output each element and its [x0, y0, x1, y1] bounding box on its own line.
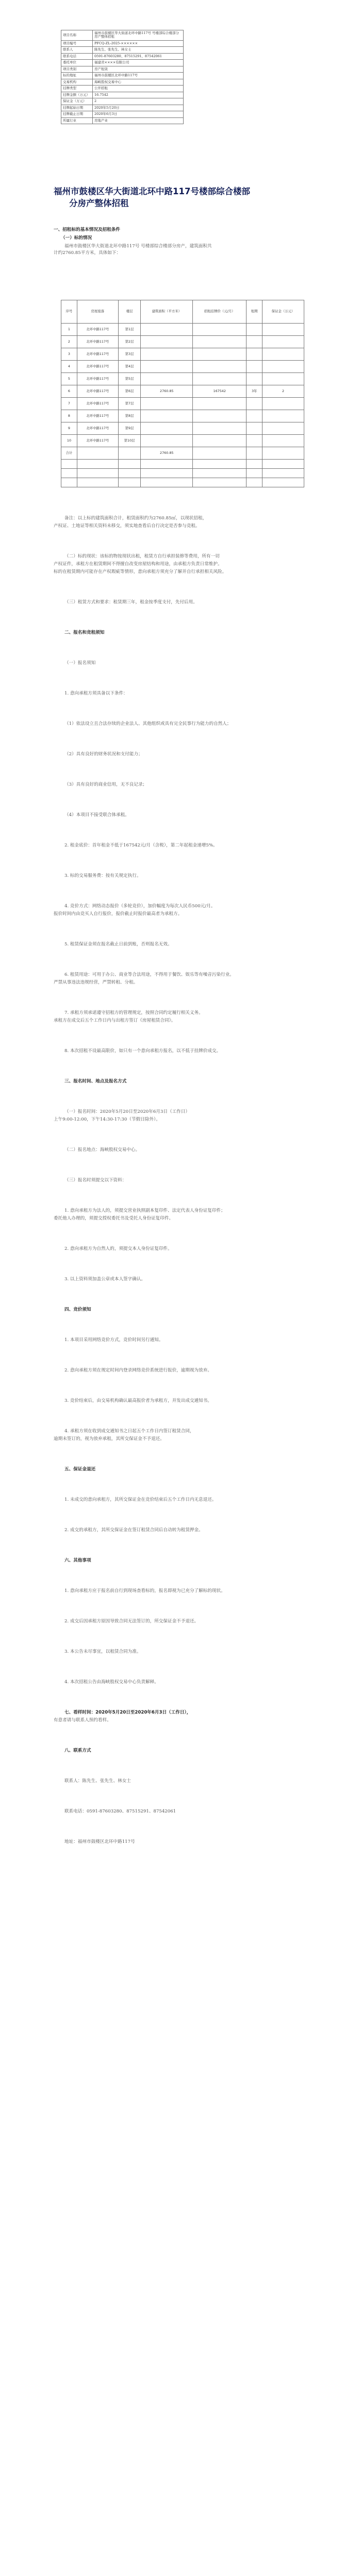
paragraph-line: 3. 标的交易服务费：按有关规定执行。	[64, 873, 141, 878]
paragraph-line: 五、保证金退还	[64, 1467, 96, 1472]
page-title	[54, 185, 311, 209]
meta-label: 委托单位	[61, 60, 93, 66]
paragraph-line: 4. 本次招租公告由海峡股权交易中心负责解释。	[64, 1680, 159, 1685]
meta-label: 项目类别	[61, 66, 93, 72]
table-cell	[247, 447, 262, 460]
paragraph-line: 2. 意向承租方为自然人的，须提交本人身份证复印件。	[64, 1246, 172, 1251]
paragraph-line: 3. 以上资料须加盖公章或本人签字确认。	[64, 1277, 146, 1282]
title-line-2: 分房产整体招租	[69, 198, 129, 208]
table-cell: 第4层	[118, 361, 141, 373]
meta-value: 2	[93, 98, 184, 105]
table-row-blank	[61, 478, 304, 487]
paragraph-line: 产权证、土地证等相关资料未移交，须实地查看后自行决定是否参与竞租。	[54, 523, 200, 529]
table-cell	[247, 435, 262, 447]
table-cell: 第7层	[118, 398, 141, 410]
paragraph-line: 1. 未成交的意向承租方，其所交保证金在竞价结束后五个工作日内无息退还。	[64, 1497, 217, 1502]
subsection-heading: （一）标的情况	[61, 235, 92, 241]
table-cell: 保证金（万元）	[262, 300, 304, 324]
paragraph-line: 联系电话：0591-87603280、87515291、87542061	[64, 1809, 176, 1814]
table-cell	[262, 422, 304, 435]
paragraph-line: 严禁从事违法违规经营，严禁转租、分租。	[54, 980, 138, 985]
table-cell: 3	[61, 348, 77, 361]
table-cell: 北环中路117号	[77, 422, 118, 435]
table-cell	[247, 410, 262, 422]
paragraph-line: 报价时间内由竞买人自行报价，报价截止时报价最高者为承租方。	[54, 911, 183, 917]
object-table	[61, 300, 304, 487]
table-row	[61, 435, 304, 447]
table-cell: 序号	[61, 300, 77, 324]
meta-value: 2020年6月3日	[93, 111, 184, 117]
meta-label: 挂牌起始日期	[61, 105, 93, 111]
paragraph-line: 7. 承租方须承诺遵守招租方的管理规定，按照合同约定履行相关义务。	[64, 1010, 203, 1015]
table-cell	[141, 410, 193, 422]
meta-label: 标的地址	[61, 73, 93, 79]
paragraph-line: 4. 竞价方式：网络动态报价（多轮竞价），加价幅度为每次人民币500元/月。	[64, 904, 216, 909]
table-cell	[193, 410, 247, 422]
meta-row	[61, 111, 184, 117]
table-cell	[141, 398, 193, 410]
paragraph-line: 2. 意向承租方须在规定时间内登录网络竞价系统进行报价，逾期视为放弃。	[64, 1368, 212, 1373]
meta-label: 交易机构	[61, 79, 93, 85]
table-row	[61, 361, 304, 373]
table-cell: 北环中路117号	[77, 361, 118, 373]
paragraph-line: 8. 本次招租不设最高限价，如只有一个意向承租方报名，以不低于挂牌价成交。	[64, 1048, 221, 1054]
table-cell: 8	[61, 410, 77, 422]
intro-paragraph: 福州市鼓楼区华大街道北环中路117号 号楼部综合楼部分房产，建筑面积共	[64, 244, 212, 249]
table-cell: 第2层	[118, 336, 141, 348]
table-cell	[118, 447, 141, 460]
paragraph-line: 5. 租赁保证金须在报名截止日前到账，否则报名无效。	[64, 942, 172, 947]
paragraph-line: （一）报名须知	[64, 660, 96, 666]
meta-label: 挂牌截止日期	[61, 111, 93, 117]
meta-value: 海峡股权交易中心	[93, 79, 184, 85]
paragraph-line: （二）标的现状：该标的物按现状出租，租赁方自行承担装修等费用，所有一切	[64, 554, 220, 559]
meta-row	[61, 30, 184, 41]
table-cell	[141, 348, 193, 361]
paragraph-line: 6. 租赁用途：可用于办公、商业等合法用途，不得用于餐饮、娱乐等有噪音污染行业。	[64, 972, 234, 977]
meta-row	[61, 79, 184, 85]
paragraph-line: 3. 竞价结束后，由交易机构确认最高报价者为承租方，并发出成交通知书。	[64, 1398, 212, 1403]
paragraph-line: 2. 成交的承租方，其所交保证金在签订租赁合同后自动转为租赁押金。	[64, 1528, 203, 1533]
table-cell	[262, 336, 304, 348]
meta-label: 保证金（万元）	[61, 98, 93, 105]
table-cell: 10	[61, 435, 77, 447]
paragraph-line: 八、联系方式	[64, 1748, 91, 1753]
paragraph-line: 六、其他事项	[64, 1558, 91, 1563]
table-cell	[262, 324, 304, 336]
meta-label: 项目编号	[61, 40, 93, 46]
paragraph-line: 联系人：陈先生、张先生、林女士	[64, 1778, 131, 1784]
table-cell: 第1层	[118, 324, 141, 336]
meta-row	[61, 53, 184, 59]
paragraph-line: 备注：以上标的建筑面积合计，租赁面积约为2760.85㎡，以现状招租，	[64, 516, 207, 521]
table-row	[61, 324, 304, 336]
meta-value: 福建省××××有限公司	[93, 60, 184, 66]
table-cell	[141, 324, 193, 336]
table-cell: 5	[61, 373, 77, 385]
table-cell: 2760.85	[141, 447, 193, 460]
table-cell: 第8层	[118, 410, 141, 422]
paragraph-line: 逾期未签订的，视为放弃承租，其所交保证金不予退还。	[54, 1436, 165, 1442]
paragraph-line: （2）具有良好的财务状况和支付能力；	[64, 752, 143, 757]
paragraph-line: 3. 本公告未尽事宜，以租赁合同为准。	[64, 1649, 141, 1654]
table-cell	[193, 435, 247, 447]
table-row	[61, 410, 304, 422]
paragraph-line: 上午9:00-12:00，下午14:30-17:30（节假日除外）。	[54, 1117, 160, 1122]
paragraph-line: （一）报名时间：2020年5月20日至2020年6月3日（工作日）	[64, 1109, 190, 1114]
table-cell: 第5层	[118, 373, 141, 385]
table-cell: 北环中路117号	[77, 435, 118, 447]
meta-row	[61, 98, 184, 105]
table-row	[61, 385, 304, 398]
paragraph-line: （1）依法设立且合法存续的企业法人、其他组织或具有完全民事行为能力的自然人；	[64, 721, 232, 726]
paragraph-line: 1. 意向承租方须具备以下条件：	[64, 691, 128, 696]
table-cell	[193, 398, 247, 410]
table-cell: 1	[61, 324, 77, 336]
paragraph-line: （4）本项目不接受联合体承租。	[64, 812, 129, 818]
table-cell	[193, 336, 247, 348]
meta-value: 0591-87603280、87515291、87542061	[93, 53, 184, 59]
meta-label: 项目名称	[61, 30, 93, 41]
paragraph-line: 4. 承租方须在收到成交通知书之日起五个工作日内签订租赁合同，	[64, 1429, 194, 1434]
table-cell: 合计	[61, 447, 77, 460]
paragraph-line: 地址：福州市鼓楼区北环中路117号	[64, 1839, 135, 1844]
project-info-table	[61, 30, 184, 124]
table-cell	[141, 373, 193, 385]
table-cell: 北环中路117号	[77, 324, 118, 336]
table-cell: 第9层	[118, 422, 141, 435]
table-cell: 北环中路117号	[77, 336, 118, 348]
table-cell	[193, 324, 247, 336]
meta-row	[61, 92, 184, 98]
table-cell	[262, 435, 304, 447]
paragraph-line: （二）报名地点：海峡股权交易中心。	[64, 1147, 140, 1153]
meta-label: 所属行业	[61, 117, 93, 124]
table-cell: 167542	[193, 385, 247, 398]
meta-row	[61, 105, 184, 111]
meta-value: 福州市鼓楼区北环中路117号	[93, 73, 184, 79]
table-cell: 北环中路117号	[77, 348, 118, 361]
table-cell	[262, 410, 304, 422]
paragraph-line: 三、报名时间、地点及报名方式	[64, 1079, 127, 1084]
table-cell	[247, 398, 262, 410]
table-cell	[193, 373, 247, 385]
meta-label: 联系人	[61, 47, 93, 53]
paragraph-line: 2. 租金底价：首年租金不低于167542元/月（含税），第二年起租金递增5%。	[64, 843, 218, 848]
meta-row	[61, 66, 184, 72]
title-line-1: 福州市鼓楼区华大街道北环中路117号楼部综合楼部	[54, 187, 250, 196]
table-cell: 第3层	[118, 348, 141, 361]
table-cell	[262, 373, 304, 385]
table-cell	[262, 361, 304, 373]
paragraph-line: 四、竞价须知	[64, 1307, 91, 1312]
table-cell: 建筑面积（平方米）	[141, 300, 193, 324]
meta-row	[61, 40, 184, 46]
table-cell: 2760.85	[141, 385, 193, 398]
table-cell	[193, 447, 247, 460]
table-cell	[193, 348, 247, 361]
table-cell: 9	[61, 422, 77, 435]
table-row	[61, 422, 304, 435]
table-cell: 房屋座落	[77, 300, 118, 324]
table-cell: 招租挂牌价（元/月）	[193, 300, 247, 324]
table-cell	[247, 324, 262, 336]
meta-row	[61, 47, 184, 53]
table-cell	[77, 447, 118, 460]
table-cell	[193, 361, 247, 373]
table-cell: 第6层	[118, 385, 141, 398]
table-cell: 北环中路117号	[77, 373, 118, 385]
table-cell: 4	[61, 361, 77, 373]
meta-label: 挂牌金额（万元）	[61, 92, 93, 98]
table-cell	[141, 435, 193, 447]
table-cell: 7	[61, 398, 77, 410]
meta-value: 2020年5月20日	[93, 105, 184, 111]
intro-paragraph-cont: 计约2760.85平方米，具体如下：	[54, 250, 121, 256]
table-cell: 北环中路117号	[77, 410, 118, 422]
paragraph-line: 七、看样时间：2020年5月20日至2020年6月3日（工作日），	[64, 1710, 191, 1715]
meta-label: 挂牌类型	[61, 86, 93, 92]
paragraph-line: 1. 意向承租方应于报名前自行到现场查看标的，报名即视为已充分了解标的现状。	[64, 1588, 225, 1594]
section-heading: 一、招租标的基本情况及招租条件	[54, 227, 120, 232]
meta-value: 房地产业	[93, 117, 184, 124]
table-cell	[262, 348, 304, 361]
table-row	[61, 447, 304, 460]
meta-row	[61, 73, 184, 79]
table-row	[61, 336, 304, 348]
paragraph-line: 委托他人办理的，须提交授权委托书及受托人身份证复印件。	[54, 1216, 174, 1221]
paragraph-line: 1. 本项目采用网络竞价方式，竞价时间另行通知。	[64, 1337, 163, 1343]
meta-value: 房产租赁	[93, 66, 184, 72]
meta-row	[61, 117, 184, 124]
meta-label: 联系电话	[61, 53, 93, 59]
table-cell	[247, 422, 262, 435]
meta-value: 公开招租	[93, 86, 184, 92]
table-row-blank	[61, 460, 304, 469]
meta-value: 福州市鼓楼区华大街道北环中路117号 号楼部综合楼部分房产整体招租	[93, 30, 184, 41]
table-cell	[141, 361, 193, 373]
paragraph-line: （三）租赁方式和要求：租赁期三年，租金按季度支付，先付后用。	[64, 600, 198, 605]
table-cell	[141, 422, 193, 435]
table-cell	[262, 447, 304, 460]
paragraph-line: （三）报名时须提交以下资料：	[64, 1178, 127, 1183]
table-cell	[141, 336, 193, 348]
paragraph-line: （3）具有良好的商业信用，无不良记录；	[64, 782, 147, 787]
table-cell	[247, 361, 262, 373]
table-row	[61, 300, 304, 324]
meta-value: 16.7542	[93, 92, 184, 98]
table-cell: 3年	[247, 385, 262, 398]
paragraph-line: 承租方在成交后五个工作日内与出租方签订《房屋租赁合同》。	[54, 1018, 176, 1023]
paragraph-line: 二、报名和竞租须知	[64, 630, 105, 635]
table-cell: 6	[61, 385, 77, 398]
table-cell	[262, 398, 304, 410]
table-cell: 北环中路117号	[77, 385, 118, 398]
paragraph-line: 有意者请与联系人预约看样。	[54, 1718, 111, 1723]
table-cell	[247, 348, 262, 361]
table-row	[61, 398, 304, 410]
table-cell: 2	[262, 385, 304, 398]
table-cell: 第10层	[118, 435, 141, 447]
table-cell	[247, 336, 262, 348]
meta-row	[61, 60, 184, 66]
meta-value: PFCQ-ZL-2025-××××××	[93, 40, 184, 46]
table-cell: 楼层	[118, 300, 141, 324]
table-cell	[193, 422, 247, 435]
table-cell: 2	[61, 336, 77, 348]
meta-row	[61, 86, 184, 92]
table-row	[61, 348, 304, 361]
paragraph-line: 标的在租赁期内可能存在产权瑕疵等情形，意向承租方须充分了解并自行承担相关风险。	[54, 569, 227, 574]
paragraph-line: 产权证件，承租方在租赁期间不得擅自改变房屋结构和用途，由承租方负责日常维护。	[54, 562, 222, 567]
table-row-blank	[61, 469, 304, 478]
paragraph-line: 1. 意向承租方为法人的，须提交营业执照副本复印件、法定代表人身份证复印件；	[64, 1208, 225, 1213]
table-cell: 租期	[247, 300, 262, 324]
meta-value: 陈先生、张先生、林女士	[93, 47, 184, 53]
table-row	[61, 373, 304, 385]
table-cell	[247, 373, 262, 385]
table-cell: 北环中路117号	[77, 398, 118, 410]
paragraph-line: 2. 成交后因承租方原因导致合同无法签订的，所交保证金不予退还。	[64, 1619, 199, 1624]
